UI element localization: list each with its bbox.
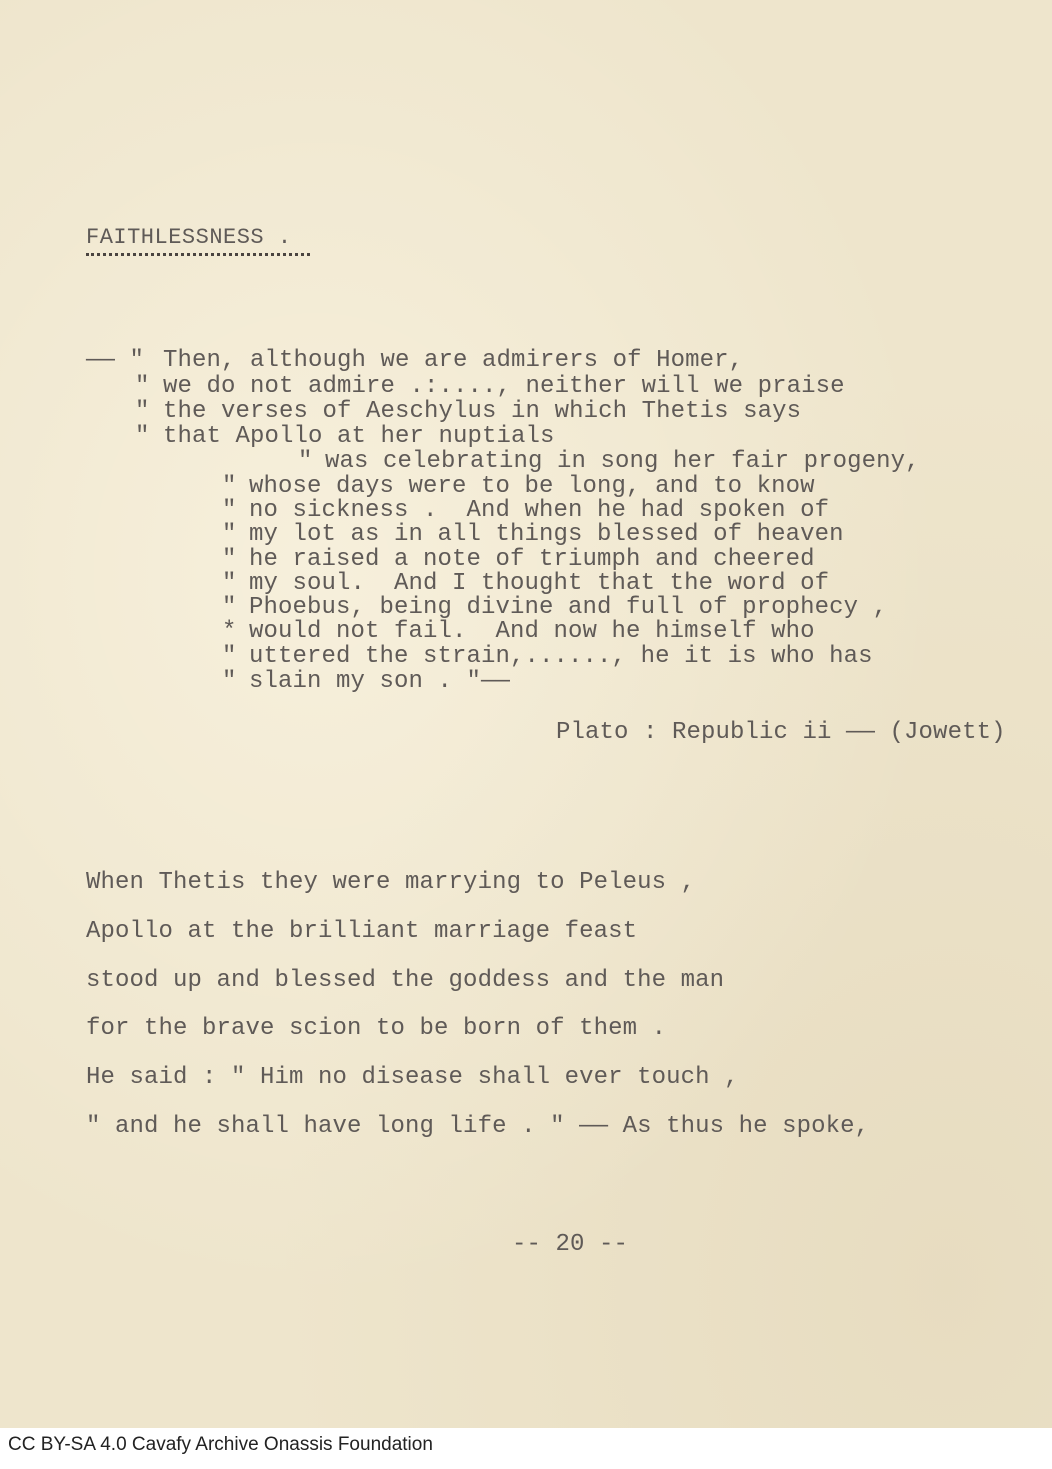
quote-line: Then, although we are admirers of Homer, [163, 347, 744, 374]
quote-mark: * [222, 618, 237, 645]
quote-mark: " [222, 668, 237, 695]
quote-line: the verses of Aeschylus in which Thetis says [163, 398, 802, 425]
page-number: -- 20 -- [512, 1231, 629, 1258]
quote-line: would not fail. And now he himself who [249, 618, 815, 645]
quote-line: my soul. And I thought that the word of [249, 570, 830, 597]
poem-line: Apollo at the brilliant marriage feast [86, 918, 638, 945]
quote-mark: " [298, 448, 313, 475]
quote-line: slain my son . "—— [249, 668, 511, 695]
quote-line: we do not admire .:...., neither will we praise [163, 373, 845, 400]
quote-line: my lot as in all things blessed of heaven [249, 521, 844, 548]
quote-line: he raised a note of triumph and cheered [249, 546, 815, 573]
quote-line: no sickness . And when he had spoken of [249, 497, 830, 524]
quote-line: was celebrating in song her fair progeny, [325, 448, 920, 475]
poem-title: FAITHLESSNESS . [86, 225, 292, 250]
title-underline [86, 253, 310, 256]
quote-mark: " [222, 497, 237, 524]
poem-line: stood up and blessed the goddess and the man [86, 967, 725, 994]
poem-line: for the brave scion to be born of them . [86, 1015, 667, 1042]
quote-line: whose days were to be long, and to know [249, 473, 815, 500]
quote-mark: " [222, 521, 237, 548]
quote-mark: " [222, 594, 237, 621]
quote-mark: " [222, 570, 237, 597]
quote-mark: " [222, 546, 237, 573]
quote-line: that Apollo at her nuptials [163, 423, 555, 450]
quote-mark: " [135, 423, 150, 450]
quote-mark: —— " [86, 347, 145, 374]
quote-mark: " [135, 373, 150, 400]
citation: Plato : Republic ii —— (Jowett) [556, 719, 1006, 746]
quote-mark: " [135, 398, 150, 425]
quote-mark: " [222, 473, 237, 500]
quote-mark: " [222, 643, 237, 670]
poem-line: " and he shall have long life . " —— As thus he spoke, [86, 1113, 870, 1140]
quote-line: uttered the strain,......, he it is who has [249, 643, 873, 670]
poem-line: When Thetis they were marrying to Peleus , [86, 869, 696, 896]
quote-line: Phoebus, being divine and full of prophecy , [249, 594, 888, 621]
license-footer: CC BY-SA 4.0 Cavafy Archive Onassis Foundation [8, 1434, 433, 1455]
poem-line: He said : " Him no disease shall ever touch , [86, 1064, 739, 1091]
